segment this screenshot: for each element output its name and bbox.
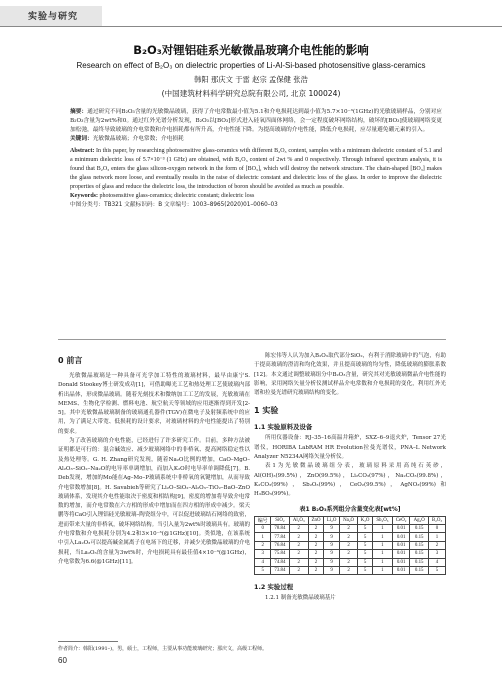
article-title-en: Research on effect of B₂O₃ on dielectric properties of Li-Al-Si-based photosensitive glass-ceramics (76, 61, 426, 70)
page-number: 60 (58, 656, 67, 665)
table-cell: 1 (372, 566, 392, 574)
table-cell: 5 (358, 550, 373, 558)
intro-paragraph-2: 为了改善玻璃的介电性能，已经进行了许多研究工作。目前，多种方法被证明都是可行的：混合碱效应、减少玻璃网络中的非桥氧、提高网络稳定性以及热处理等。G. H. Zhang研究发现，随着Na₂O比例的增加，CaO–MgO–Al₂O₃–SiO₂–Na₂O的电导率单调增加，而加入K₂O时电导率单调降低[7]。B. Deb发现，增加的Mo能在Ag–Mo–P玻璃系统中非桥氧的氧键增加，从而导致介电常数增加[8]。H. Savabieh等研究了Li₂O–SiO₂–Al₂O₃–TiO₂–BaO–ZnO玻璃体系，发现其介电性能取决于密度和相结构[9]，密度的增加将导致介电常数的增加，而介电常数在六方相的形成中增加而在四方相的形成中减少。梁天鹏等将CaO引入锂铝硅光敏玻璃–陶瓷组分中，可以促进玻璃结石网络的致密，进而带来大量的非桥氧，破坏网络结构。当引入量为2wt%时玻璃具有。玻璃的介电常数和介电损耗分别为4.2和3×10⁻³(@1GHz)[10]。类似地，在该系统中引入La₂O₃可以提高碱金属离子在电场下的迁移，并减少光敏微晶玻璃的介电损耗，当La₂O₃的含量为3wt%时，介电损耗具有最佳值4×10⁻³(@1GHz)，介电常数为6.6(@1GHz)[11]。 (58, 438, 250, 565)
table-cell: 2 (340, 558, 358, 566)
table-row (255, 524, 446, 532)
table-cell: 2 (308, 541, 323, 549)
table-cell: 5 (358, 524, 373, 532)
table-cell: 2 (340, 550, 358, 558)
table-cell: 1 (372, 524, 392, 532)
table-cell: 9 (324, 558, 340, 566)
table-cell: 2 (308, 533, 323, 541)
table-cell: 4 (428, 558, 445, 566)
table-cell: 73.84 (271, 566, 289, 574)
table-header-cell: Li₂O (324, 516, 340, 524)
table-cell: 2 (289, 533, 308, 541)
table-cell: 3 (428, 550, 445, 558)
section-heading-experiment: 1 实验 (254, 406, 279, 416)
abstract-block (70, 108, 442, 210)
intro-paragraph-1: 光敏微晶玻璃是一种具备可光学加工特性的玻璃材料，最早由康宁S. Donald Stookey博士研发成功[1]，可借助曝光工艺和热处理工艺使玻璃内部析出晶体，形成微晶玻璃。随着光刻技术和微纳加工工艺的发展，光敏玻璃在MEMS、生物化学检测、燃料电池、航空航天等领域的应用逐渐得到开发[2-5]。其中光敏微晶玻璃制备的玻璃通孔器件(TGV)在微电子及射频系统中的应用，为了满足大带宽、低损耗的设计要求，对玻璃材料的介电性能提出了特别的要求。 (58, 373, 250, 435)
authors: 韩阳 那庆文 于雷 赵宗 孟保健 张浩 (194, 75, 308, 84)
table-body (255, 524, 446, 574)
table-cell: 1 (372, 558, 392, 566)
keywords-zh-label: 关键词： (70, 136, 93, 143)
table-cell: 77.84 (271, 533, 289, 541)
table-header-cell: B₂O₃ (428, 516, 445, 524)
table-cell: 5 (255, 566, 271, 574)
table-cell: 9 (324, 566, 340, 574)
table-row (255, 566, 446, 574)
table-cell: 1 (428, 533, 445, 541)
footnote-rule (58, 641, 118, 642)
abstract-en (70, 147, 442, 192)
table-cell: 75.84 (271, 550, 289, 558)
table-cell: 9 (324, 541, 340, 549)
intro-paragraph-3: 陈宏伟等人认为加入B₂O₃取代部分SiO₂，有利于消除玻璃中的气泡，有助于提高玻璃的澄清和均化效果，并且提高玻璃的均匀性，降低玻璃的膨胀系数[12]。本文通过调整玻璃组分中B₂O₃含量，研究其对光敏玻璃微晶介电性能的影响，采用网络矢量分析仪测试样品介电常数和介电损耗的变化，利用红外光谱和拉曼光谱研究玻璃结构的变化。 (254, 353, 446, 397)
table-cell: 9 (324, 524, 340, 532)
article-title-zh: B₂O₃对锂铝硅系光敏微晶玻璃介电性能的影响 (133, 43, 369, 57)
equipment-paragraph: 所用仪器设备：RJ–35–16高温井箱炉，SXZ–6–9退火炉，Tensor 27光谱仪，HORIBA LabRAM HR Evolution拉曼光谱仪，PNA–L Network Analyzer N5234A网络矢量分析仪。 (254, 435, 446, 461)
table-cell: 2 (340, 541, 358, 549)
composition-table (254, 516, 446, 576)
left-column (58, 352, 250, 567)
table-row (255, 550, 446, 558)
table-row (255, 541, 446, 549)
table-cell: 9 (324, 533, 340, 541)
subsection-process: 1.2 实验过程 (254, 583, 294, 592)
affiliation: (中国建筑材料科学研究总院有限公司, 北京 100024) (161, 89, 341, 98)
table-cell: 0.01 (392, 541, 410, 549)
abstract-en-label: Abstract: (70, 148, 95, 155)
table-cell: 2 (308, 566, 323, 574)
table-cell: 2 (308, 550, 323, 558)
table-cell: 3 (255, 550, 271, 558)
table-header-cell: CeO₂ (392, 516, 410, 524)
table-header-cell: 编号 (255, 516, 271, 524)
table-cell: 0 (428, 524, 445, 532)
table-header-cell: Ag₂O (410, 516, 428, 524)
classification-meta: 中图分类号：TB321 文献标识码：B 文章编号：1003–8965(2020)01–0060–03 (70, 201, 278, 208)
table-cell: 0.01 (392, 566, 410, 574)
page-header (0, 0, 502, 32)
table-row (255, 558, 446, 566)
table-cell: 4 (255, 558, 271, 566)
table-cell: 0 (255, 524, 271, 532)
table-header-cell: ZnO (308, 516, 323, 524)
table-cell: 0.01 (392, 533, 410, 541)
table-cell: 9 (324, 550, 340, 558)
table-cell: 5 (358, 541, 373, 549)
section-heading-intro: 0 前言 (58, 356, 83, 365)
keywords-zh (70, 135, 442, 144)
header-section-label: 实验与研究 (28, 12, 79, 22)
abstract-zh (70, 108, 442, 135)
table-cell: 2 (289, 541, 308, 549)
abstract-en-text: In this paper, by researching photosensitive glass-ceramics with different B₂O₃ content, samples with a minimum dielectric constant of 5.1 and a minimum dielectric loss of 5.7×10⁻³ (1 GHz) are obtained, with B₂O₃ content of 2wt % and 0 respectively. Through infrared spectrum analysis, it is found that B₂O₃ enters the glass silicon-oxygen network in the form of [BO₃], which will destroy the network structure. The chain-shaped [BO₃] makes the glass network more loose, and eventually results in the raise of dielectric constant and dielectric loss of the glass. In order to improve the dielectric properties of glass and reduce the dielectric loss, the introduction of boron should be avoided as much as possible. (70, 148, 442, 190)
abstract-zh-text: 通过研究不同B₂O₃含量的光敏微晶玻璃，获得了介电常数最小值为5.1和介电损耗达到最小值为5.7×10⁻³(1GHz)的光敏玻璃样品，分别对应B₂O₃含量为2wt%和0。通过红外光谱分析发现，B₂O₃以[BO₃]形式进入硅氧四面体网络，会一定程度破坏网络结构，破坏的[BO₃]使玻璃网络变更加松弛，最终导致玻璃的介电常数和介电损耗都有所升高，介电性能下降。为提高玻璃的介电性能，降低介电损耗，应尽量避免硼元素的引入。 (70, 109, 442, 134)
table-cell: 2 (308, 524, 323, 532)
keywords-en (70, 192, 442, 201)
table-cell: 2 (340, 533, 358, 541)
table-cell: 5 (358, 533, 373, 541)
table-cell: 0.15 (410, 566, 428, 574)
subsection-materials: 1.1 实验原料及设备 (254, 423, 313, 432)
table-header-cell: Na₂O (340, 516, 358, 524)
table-cell: 2 (255, 541, 271, 549)
header-rule (0, 26, 502, 27)
table-cell: 2 (340, 524, 358, 532)
right-column (254, 352, 446, 603)
table-cell: 1 (372, 550, 392, 558)
table-cell: 2 (289, 558, 308, 566)
abstract-zh-label: 摘要： (70, 109, 88, 115)
table-cell: 76.84 (271, 541, 289, 549)
table-cell: 5 (358, 566, 373, 574)
table-cell: 0.01 (392, 558, 410, 566)
process-subheading: 1.2.1 制备光敏微晶玻璃基片 (265, 595, 336, 602)
table-cell: 1 (255, 533, 271, 541)
table-cell: 2 (428, 541, 445, 549)
keywords-en-text: photosensitive glass-ceramics; dielectric constant; dielectric loss (99, 192, 255, 199)
keywords-en-label: Keywords: (70, 192, 98, 199)
table-cell: 0.15 (410, 533, 428, 541)
table-cell: 1 (372, 541, 392, 549)
table-row (255, 533, 446, 541)
table-cell: 1 (372, 533, 392, 541)
table-cell: 0.01 (392, 524, 410, 532)
table-header-cell: Sb₂O₃ (372, 516, 392, 524)
table-cell: 0.15 (410, 550, 428, 558)
table-cell: 5 (428, 566, 445, 574)
table-cell: 0.15 (410, 558, 428, 566)
table-cell: 2 (289, 566, 308, 574)
table-cell: 0.15 (410, 541, 428, 549)
table-cell: 74.84 (271, 558, 289, 566)
table-header-row (255, 516, 446, 524)
table-cell: 2 (340, 566, 358, 574)
author-footnote: 作者简介：韩阳(1991–)，男，硕士，工程师，主要从事功能玻璃研究；那庆文，高级工程师。 (58, 646, 268, 652)
keywords-zh-text: 光敏微晶玻璃；介电常数；介电损耗 (92, 136, 184, 143)
table-header-cell: Al₂O₃ (289, 516, 308, 524)
table-header-cell: SiO₂ (271, 516, 289, 524)
table-cell: 2 (289, 550, 308, 558)
table-cell: 2 (308, 558, 323, 566)
table-cell: 0.01 (392, 550, 410, 558)
table-cell: 0.15 (410, 524, 428, 532)
abstract-divider (58, 339, 446, 340)
table-caption: 表1 B₂O₃系列组分含量变化表[wt%] (299, 505, 401, 513)
table-cell: 2 (289, 524, 308, 532)
materials-paragraph: 表1为光敏微晶玻璃组分表，玻璃原料采用高纯石英砂，Al(OH)₃(99.5%)，ZnO(99.5%)，Li₂CO₃(97%)，Na₂CO₃(99.8%)，K₂CO₃(99%)，Sb₂O₃(99%)，CeO₂(99.5%)，AgNO₃(99%)和H₃BO₃(99%)。 (254, 463, 446, 498)
table-header-cell: K₂O (358, 516, 373, 524)
table-cell: 5 (358, 558, 373, 566)
table-cell: 78.84 (271, 524, 289, 532)
